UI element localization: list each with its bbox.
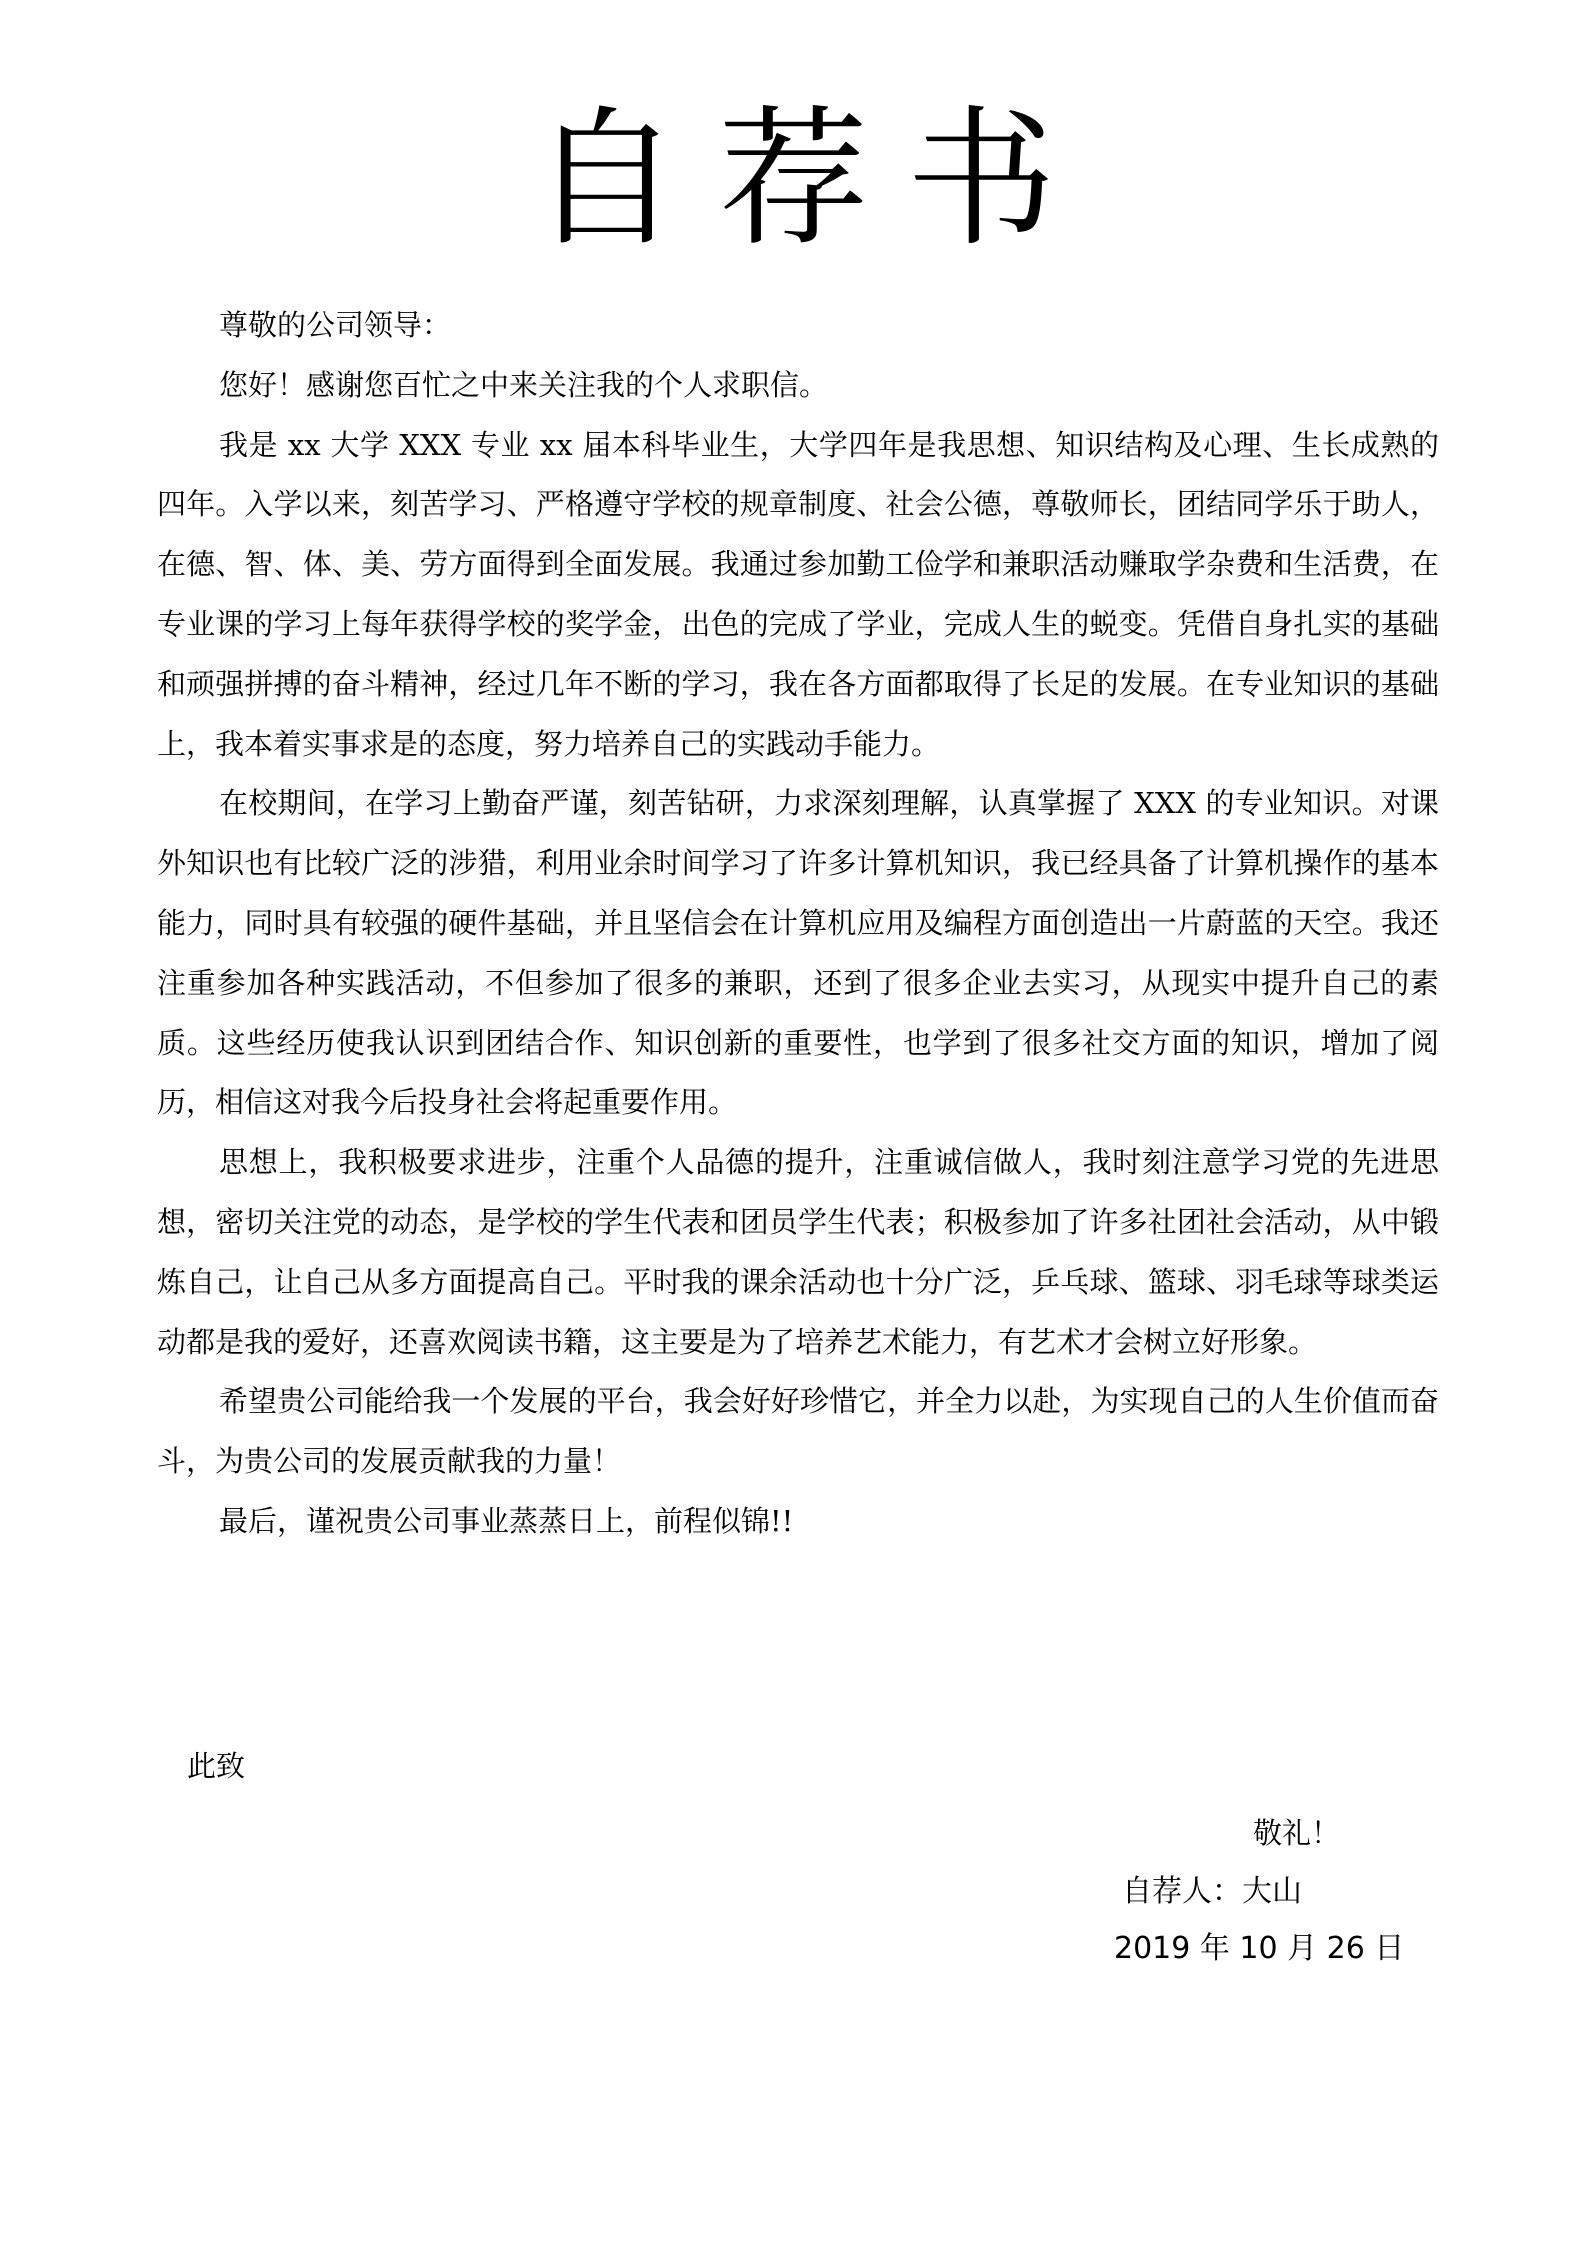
paragraph-greeting: 您好！感谢您百忙之中来关注我的个人求职信。 <box>219 367 829 402</box>
paragraph-school-period: 在校期间，在学习上勤奋严谨，刻苦钻研，力求深刻理解，认真掌握了 XXX 的专业知识。对课外知识也有比较广泛的涉猎，利用业余时间学习了许多计算机知识，我已经具备了计算机操作的基本能力，同时具有较强的硬件基础，并且坚信会在计算机应用及编程方面创造出一片蔚蓝的天空。我还注重参加各种实践活动，不但参加了很多的兼职，还到了很多企业去实习，从现实中提升自己的素质。这些经历使我认识到团结合作、知识创新的重要性，也学到了很多社交方面的知识，增加了阅历，相信这对我今后投身社会将起重要作用。 <box>157 786 1439 1120</box>
letter-body <box>157 296 1439 1552</box>
paragraph-ideology: 思想上，我积极要求进步，注重个人品德的提升，注重诚信做人，我时刻注意学习党的先进思想，密切关注党的动态，是学校的学生代表和团员学生代表；积极参加了许多社团社会活动，从中锻炼自己，让自己从多方面提高自己。平时我的课余活动也十分广泛，乒乓球、篮球、羽毛球等球类运动都是我的爱好，还喜欢阅读书籍，这主要是为了培养艺术能力，有艺术才会树立好形象。 <box>157 1145 1439 1359</box>
signer-name: 自荐人：大山 <box>1122 1874 1302 1909</box>
salutation: 尊敬的公司领导： <box>219 308 452 342</box>
closing-text: 此致 <box>187 1749 246 1783</box>
regards-text: 敬礼！ <box>1253 1816 1341 1850</box>
paragraph-wishes: 最后，谨祝贵公司事业蒸蒸日上，前程似锦!! <box>219 1503 794 1538</box>
paragraph-hope: 希望贵公司能给我一个发展的平台，我会好好珍惜它，并全力以赴，为实现自己的人生价值而奋斗，为贵公司的发展贡献我的力量！ <box>157 1384 1439 1479</box>
paragraph-background: 我是 xx 大学 XXX 专业 xx 届本科毕业生，大学四年是我思想、知识结构及心理、生长成熟的四年。入学以来，刻苦学习、严格遵守学校的规章制度、社会公德，尊敬师长，团结同学乐于助人，在德、智、体、美、劳方面得到全面发展。我通过参加勤工俭学和兼职活动赚取学杂费和生活费，在专业课的学习上每年获得学校的奖学金，出色的完成了学业，完成人生的蜕变。凭借自身扎实的基础和顽强拼搏的奋斗精神，经过几年不断的学习，我在各方面都取得了长足的发展。在专业知识的基础上，我本着实事求是的态度，努力培养自己的实践动手能力。 <box>157 427 1439 761</box>
signature-date: 2019 年 10 月 26 日 <box>1114 1931 1405 1966</box>
document-title: 自荐书 <box>530 93 1095 267</box>
